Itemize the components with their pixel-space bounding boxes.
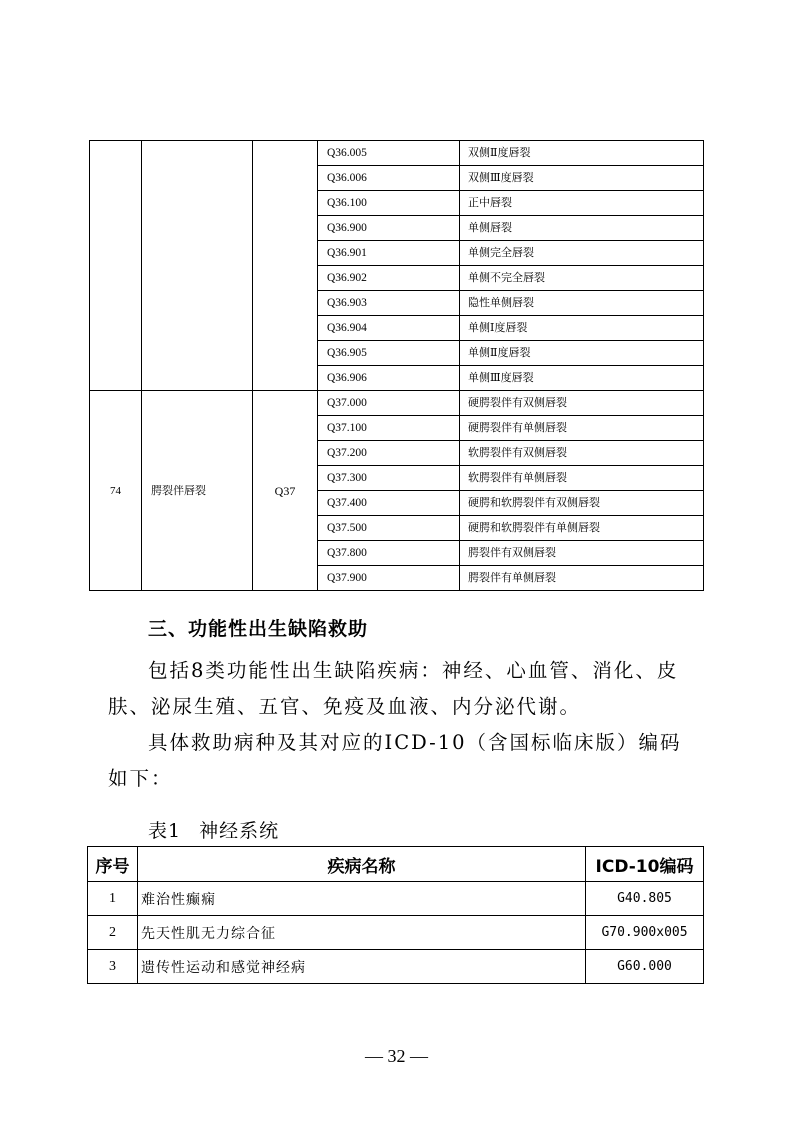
code-cell: Q36.006 xyxy=(318,166,460,191)
diagnosis-name-cell: 正中唇裂 xyxy=(460,191,704,216)
paragraph-intro: 具体救助病种及其对应的ICD-10（含国标临床版）编码如下： xyxy=(108,731,682,790)
row-icd-code: G60.000 xyxy=(586,950,704,984)
row-index: 3 xyxy=(88,950,138,984)
table-row xyxy=(90,141,704,166)
diagnosis-name-cell: 软腭裂伴有单侧唇裂 xyxy=(460,466,704,491)
diagnosis-name-cell: 双侧Ⅲ度唇裂 xyxy=(460,166,704,191)
diagnosis-name-cell: 单侧Ⅰ度唇裂 xyxy=(460,316,704,341)
code-cell: Q37.000 xyxy=(318,391,460,416)
code-cell: Q37.300 xyxy=(318,466,460,491)
page-number: — 32 — xyxy=(365,1046,428,1066)
code-cell: Q37.400 xyxy=(318,491,460,516)
code-cell: Q36.906 xyxy=(318,366,460,391)
code-cell: Q36.905 xyxy=(318,341,460,366)
diagnosis-name-cell: 单侧不完全唇裂 xyxy=(460,266,704,291)
diagnosis-name-cell: 双侧Ⅱ度唇裂 xyxy=(460,141,704,166)
neurology-table xyxy=(87,846,704,984)
code-cell: Q36.904 xyxy=(318,316,460,341)
group-74-category-cell: Q37 xyxy=(253,391,318,591)
diagnosis-name-cell: 硬腭和软腭裂伴有双侧唇裂 xyxy=(460,491,704,516)
section-title: 三、功能性出生缺陷救助 xyxy=(148,618,369,640)
header-icd-code: ICD-10编码 xyxy=(586,847,704,882)
code-table-body xyxy=(90,141,704,591)
diagnosis-name-cell: 硬腭和软腭裂伴有单侧唇裂 xyxy=(460,516,704,541)
row-icd-code: G40.805 xyxy=(586,882,704,916)
diagnosis-name-cell: 隐性单侧唇裂 xyxy=(460,291,704,316)
diagnosis-name-cell: 单侧Ⅱ度唇裂 xyxy=(460,341,704,366)
header-index: 序号 xyxy=(88,847,138,882)
code-cell: Q37.800 xyxy=(318,541,460,566)
code-cell: Q36.903 xyxy=(318,291,460,316)
table-row xyxy=(88,882,704,916)
row-icd-code: G70.900x005 xyxy=(586,916,704,950)
table-caption-title: 神经系统 xyxy=(199,820,280,842)
table-row xyxy=(88,916,704,950)
group-73-category-cell xyxy=(253,141,318,391)
paragraph-categories: 包括8类功能性出生缺陷疾病：神经、心血管、消化、皮肤、泌尿生殖、五官、免疫及血液、内分泌代谢。 xyxy=(108,659,679,718)
group-73-disease-cell xyxy=(142,141,253,391)
table-caption xyxy=(148,816,279,843)
diagnosis-name-cell: 单侧完全唇裂 xyxy=(460,241,704,266)
group-74-disease-cell: 腭裂伴唇裂 xyxy=(142,391,253,591)
group-73-number-cell xyxy=(90,141,142,391)
code-cell: Q36.005 xyxy=(318,141,460,166)
diagnosis-name-cell: 腭裂伴有双侧唇裂 xyxy=(460,541,704,566)
table-header-row xyxy=(88,847,704,882)
row-index: 2 xyxy=(88,916,138,950)
diagnosis-name-cell: 硬腭裂伴有单侧唇裂 xyxy=(460,416,704,441)
diagnosis-name-cell: 单侧Ⅲ度唇裂 xyxy=(460,366,704,391)
row-disease-name: 先天性肌无力综合征 xyxy=(138,916,586,950)
code-cell: Q36.902 xyxy=(318,266,460,291)
table-row xyxy=(88,950,704,984)
code-cell: Q37.200 xyxy=(318,441,460,466)
code-cell: Q36.900 xyxy=(318,216,460,241)
table-caption-label: 表1 xyxy=(148,820,182,842)
diagnosis-name-cell: 软腭裂伴有双侧唇裂 xyxy=(460,441,704,466)
code-cell: Q36.100 xyxy=(318,191,460,216)
row-index: 1 xyxy=(88,882,138,916)
code-cell: Q36.901 xyxy=(318,241,460,266)
row-disease-name: 遗传性运动和感觉神经病 xyxy=(138,950,586,984)
table-row xyxy=(90,391,704,416)
diagnosis-name-cell: 单侧唇裂 xyxy=(460,216,704,241)
diagnosis-name-cell: 腭裂伴有单侧唇裂 xyxy=(460,566,704,591)
code-cell: Q37.100 xyxy=(318,416,460,441)
diagnosis-name-cell: 硬腭裂伴有双侧唇裂 xyxy=(460,391,704,416)
code-cell: Q37.900 xyxy=(318,566,460,591)
row-disease-name: 难治性癫痫 xyxy=(138,882,586,916)
header-disease-name: 疾病名称 xyxy=(138,847,586,882)
code-table xyxy=(89,140,704,591)
code-cell: Q37.500 xyxy=(318,516,460,541)
group-74-number-cell: 74 xyxy=(90,391,142,591)
